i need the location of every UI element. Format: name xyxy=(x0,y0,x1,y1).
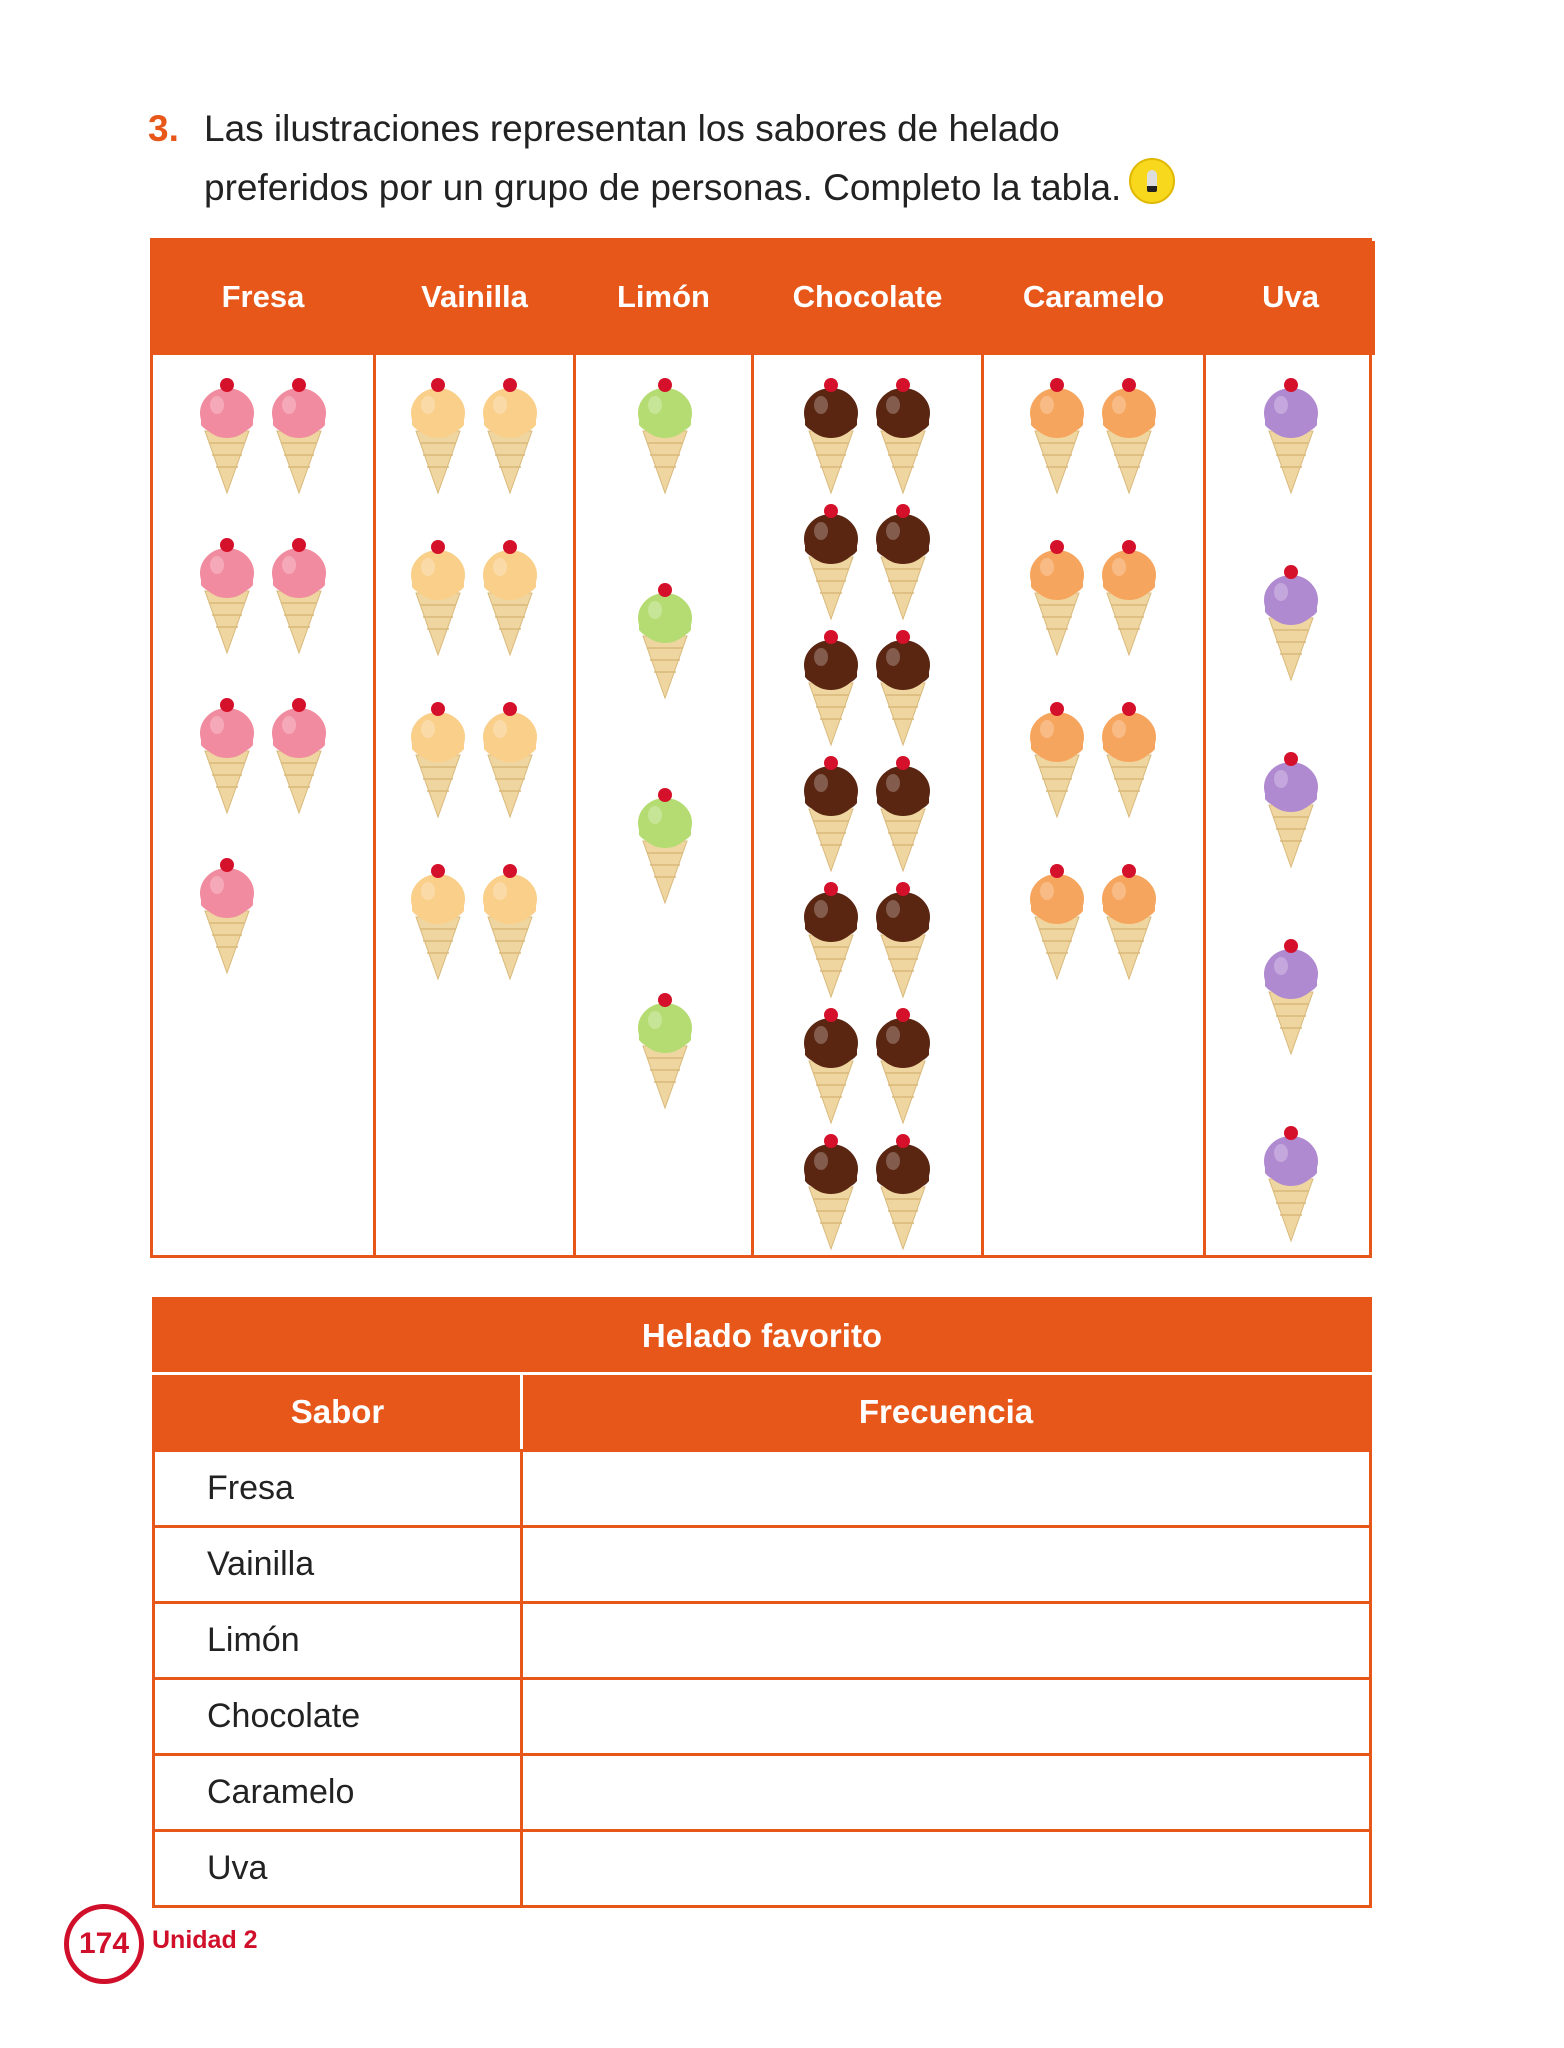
frecuencia-input-cell[interactable] xyxy=(522,1679,1371,1755)
frequency-table-title: Helado favorito xyxy=(154,1299,1371,1374)
sabor-cell: Vainilla xyxy=(154,1527,522,1603)
ice-cream-cone-icon xyxy=(1261,560,1321,682)
column-header: Limón xyxy=(576,241,751,355)
ice-cream-cone-icon xyxy=(801,877,861,999)
ice-cream-cone-icon xyxy=(197,693,257,815)
ice-cream-cone-icon xyxy=(635,988,695,1110)
frecuencia-input-cell[interactable] xyxy=(522,1451,1371,1527)
ice-cream-cone-icon xyxy=(1261,373,1321,495)
ice-cream-cone-icon xyxy=(1027,697,1087,819)
ice-cream-cone-icon xyxy=(873,877,933,999)
table-row xyxy=(154,1527,1371,1603)
ice-cream-cone-icon xyxy=(873,373,933,495)
column-header: Chocolate xyxy=(754,241,981,355)
exercise-number: 3. xyxy=(148,108,179,149)
ice-cream-cone-icon xyxy=(873,625,933,747)
ice-cream-cone-icon xyxy=(197,853,257,975)
column-header: Vainilla xyxy=(376,241,573,355)
ice-cream-cone-icon xyxy=(1099,373,1159,495)
pictograph-table xyxy=(150,238,1372,1258)
ice-cream-cone-icon xyxy=(801,1129,861,1251)
table-row xyxy=(154,1679,1371,1755)
prompt-line-2 xyxy=(204,158,1175,217)
page-number: 174 xyxy=(64,1904,144,1984)
unit-label: Unidad 2 xyxy=(152,1926,258,1954)
ice-cream-cone-icon xyxy=(635,373,695,495)
frequency-table xyxy=(152,1297,1372,1908)
column-limón xyxy=(576,241,754,1255)
ice-cream-cone-icon xyxy=(1261,747,1321,869)
ice-cream-cone-icon xyxy=(873,751,933,873)
ice-cream-cone-icon xyxy=(873,1129,933,1251)
ice-cream-cone-icon xyxy=(408,859,468,981)
lightbulb-icon xyxy=(1129,158,1175,204)
ice-cream-cone-icon xyxy=(1099,859,1159,981)
sabor-cell: Fresa xyxy=(154,1451,522,1527)
ice-cream-cone-icon xyxy=(1027,373,1087,495)
ice-cream-cone-icon xyxy=(480,373,540,495)
ice-cream-cone-icon xyxy=(801,751,861,873)
sabor-cell: Caramelo xyxy=(154,1755,522,1831)
ice-cream-cone-icon xyxy=(801,1003,861,1125)
sabor-cell: Limón xyxy=(154,1603,522,1679)
frecuencia-input-cell[interactable] xyxy=(522,1603,1371,1679)
column-uva xyxy=(1206,241,1375,1255)
ice-cream-cone-icon xyxy=(269,533,329,655)
column-chocolate xyxy=(754,241,984,1255)
table-row xyxy=(154,1755,1371,1831)
header-frecuencia: Frecuencia xyxy=(522,1374,1371,1451)
table-row xyxy=(154,1603,1371,1679)
prompt-line-1: Las ilustraciones representan los sabores de helado xyxy=(204,108,1060,149)
ice-cream-cone-icon xyxy=(801,373,861,495)
ice-cream-cone-icon xyxy=(1027,535,1087,657)
sabor-cell: Uva xyxy=(154,1831,522,1907)
ice-cream-cone-icon xyxy=(1027,859,1087,981)
frecuencia-input-cell[interactable] xyxy=(522,1527,1371,1603)
column-header: Uva xyxy=(1206,241,1375,355)
ice-cream-cone-icon xyxy=(408,697,468,819)
column-fresa xyxy=(153,241,376,1255)
ice-cream-cone-icon xyxy=(1261,1121,1321,1243)
ice-cream-cone-icon xyxy=(197,373,257,495)
ice-cream-cone-icon xyxy=(1261,934,1321,1056)
ice-cream-cone-icon xyxy=(635,578,695,700)
column-header: Fresa xyxy=(153,241,373,355)
ice-cream-cone-icon xyxy=(269,373,329,495)
table-row xyxy=(154,1831,1371,1907)
column-vainilla xyxy=(376,241,576,1255)
ice-cream-cone-icon xyxy=(801,625,861,747)
ice-cream-cone-icon xyxy=(480,535,540,657)
column-caramelo xyxy=(984,241,1206,1255)
ice-cream-cone-icon xyxy=(1099,697,1159,819)
ice-cream-cone-icon xyxy=(480,859,540,981)
ice-cream-cone-icon xyxy=(480,697,540,819)
ice-cream-cone-icon xyxy=(873,499,933,621)
table-row xyxy=(154,1451,1371,1527)
ice-cream-cone-icon xyxy=(408,373,468,495)
sabor-cell: Chocolate xyxy=(154,1679,522,1755)
frecuencia-input-cell[interactable] xyxy=(522,1755,1371,1831)
column-header: Caramelo xyxy=(984,241,1203,355)
prompt-line-2-text: preferidos por un grupo de personas. Completo la tabla. xyxy=(204,167,1122,208)
ice-cream-cone-icon xyxy=(269,693,329,815)
ice-cream-cone-icon xyxy=(408,535,468,657)
ice-cream-cone-icon xyxy=(873,1003,933,1125)
ice-cream-cone-icon xyxy=(1099,535,1159,657)
header-sabor: Sabor xyxy=(154,1374,522,1451)
frecuencia-input-cell[interactable] xyxy=(522,1831,1371,1907)
ice-cream-cone-icon xyxy=(197,533,257,655)
ice-cream-cone-icon xyxy=(801,499,861,621)
ice-cream-cone-icon xyxy=(635,783,695,905)
